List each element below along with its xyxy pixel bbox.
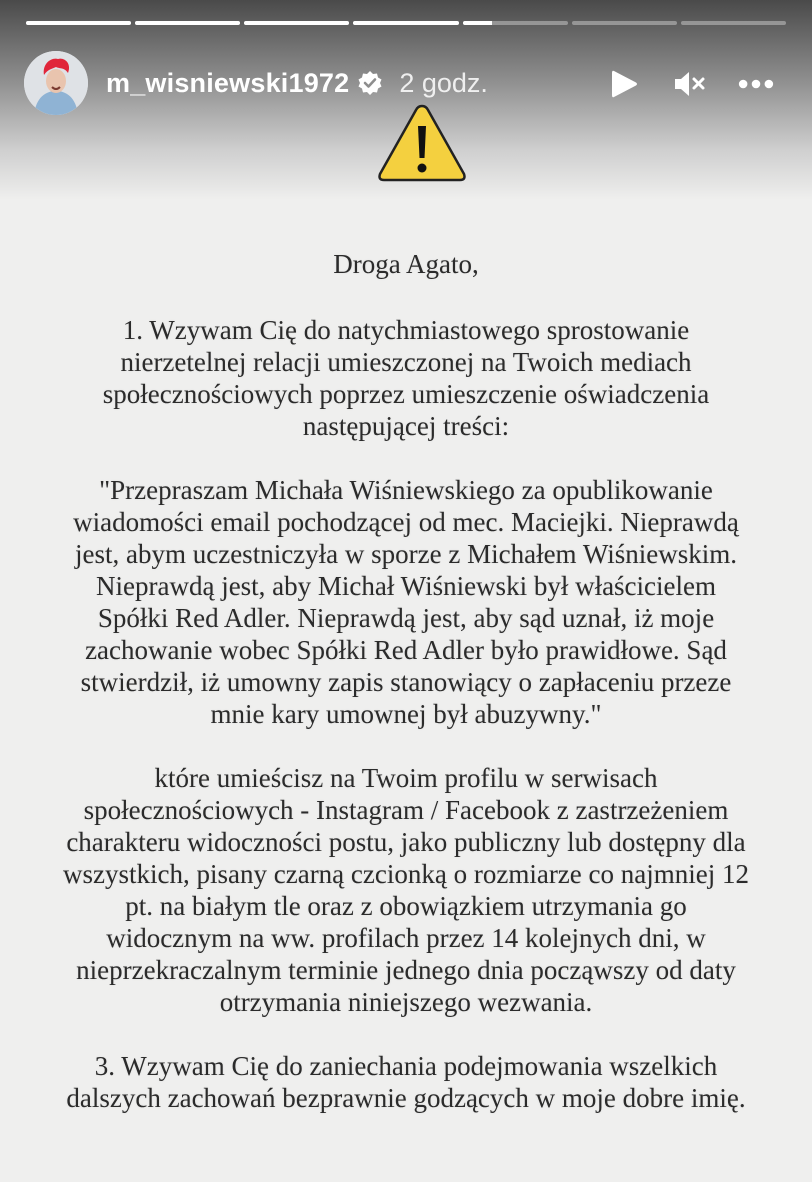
text-line: następującej treści: <box>302 411 510 441</box>
progress-segment <box>463 21 568 25</box>
play-icon <box>609 68 639 100</box>
text-line: które umieścisz na Twoim profilu w serwisach <box>154 763 658 793</box>
username[interactable]: m_wisniewski1972 <box>106 67 350 98</box>
paragraph-3 <box>20 1050 792 1114</box>
progress-segment <box>135 21 240 25</box>
text-line: Nieprawdą jest, aby Michał Wiśniewski był właścicielem <box>96 571 716 601</box>
text-line: wiadomości email pochodzącej od mec. Maciejki. Nieprawdą <box>73 507 739 537</box>
progress-segment <box>26 21 131 25</box>
progress-segment <box>353 21 458 25</box>
text-line: stwierdził, iż umowny zapis stanowiący o zapłaceniu przeze <box>80 667 732 697</box>
text-line: nierzetelnej relacji umieszczonej na Twoich mediach <box>120 347 692 377</box>
text-line: społecznościowych - Instagram / Facebook z zastrzeżeniem <box>83 795 729 825</box>
letter-text <box>20 248 792 1146</box>
progress-segment <box>681 21 786 25</box>
warning-icon <box>376 102 468 184</box>
progress-segment <box>572 21 677 25</box>
text-line: społecznościowych poprzez umieszczenie oświadczenia <box>102 379 710 409</box>
avatar-image <box>24 51 88 115</box>
story-progress-bar <box>26 21 786 25</box>
more-icon <box>738 78 774 90</box>
avatar[interactable] <box>24 51 88 115</box>
progress-segment <box>244 21 349 25</box>
story-controls <box>606 66 774 102</box>
text-line: Spółki Red Adler. Nieprawdą jest, aby sąd uznał, iż moje <box>97 603 715 633</box>
quoted-statement <box>20 474 792 730</box>
mute-button[interactable] <box>672 66 708 102</box>
paragraph-1 <box>20 314 792 442</box>
text-line: charakteru widoczności postu, jako publiczny lub dostępny dla <box>66 827 746 857</box>
text-line: jest, abym uczestniczyła w sporze z Michałem Wiśniewskim. <box>75 539 737 569</box>
text-line: nieprzekraczalnym terminie jednego dnia począwszy od daty <box>76 955 736 985</box>
post-time: 2 godz. <box>399 67 488 98</box>
verified-badge-icon <box>357 70 383 96</box>
paragraph-2 <box>20 762 792 1018</box>
text-line: wszystkich, pisany czarną czcionką o rozmiarze co najmniej 12 <box>63 859 749 889</box>
play-button[interactable] <box>606 66 642 102</box>
letter-greeting: Droga Agato, <box>333 249 479 279</box>
text-line: zachowanie wobec Spółki Red Adler było prawidłowe. Sąd <box>85 635 727 665</box>
text-line: dalszych zachowań bezprawnie godzących w moje dobre imię. <box>66 1083 746 1113</box>
mute-icon <box>673 69 707 99</box>
text-line: mnie kary umownej był abuzywny." <box>210 699 602 729</box>
text-line: 3. Wzywam Cię do zaniechania podejmowania wszelkich <box>94 1051 718 1081</box>
text-line: "Przepraszam Michała Wiśniewskiego za opublikowanie <box>99 475 713 505</box>
text-line: 1. Wzywam Cię do natychmiastowego sprostowanie <box>122 315 690 345</box>
text-line: widocznym na ww. profilach przez 14 kolejnych dni, w <box>106 923 706 953</box>
text-line: pt. na białym tle oraz z obowiązkiem utrzymania go <box>125 891 687 921</box>
more-options-button[interactable] <box>738 66 774 102</box>
text-line: otrzymania niniejszego wezwania. <box>219 987 593 1017</box>
